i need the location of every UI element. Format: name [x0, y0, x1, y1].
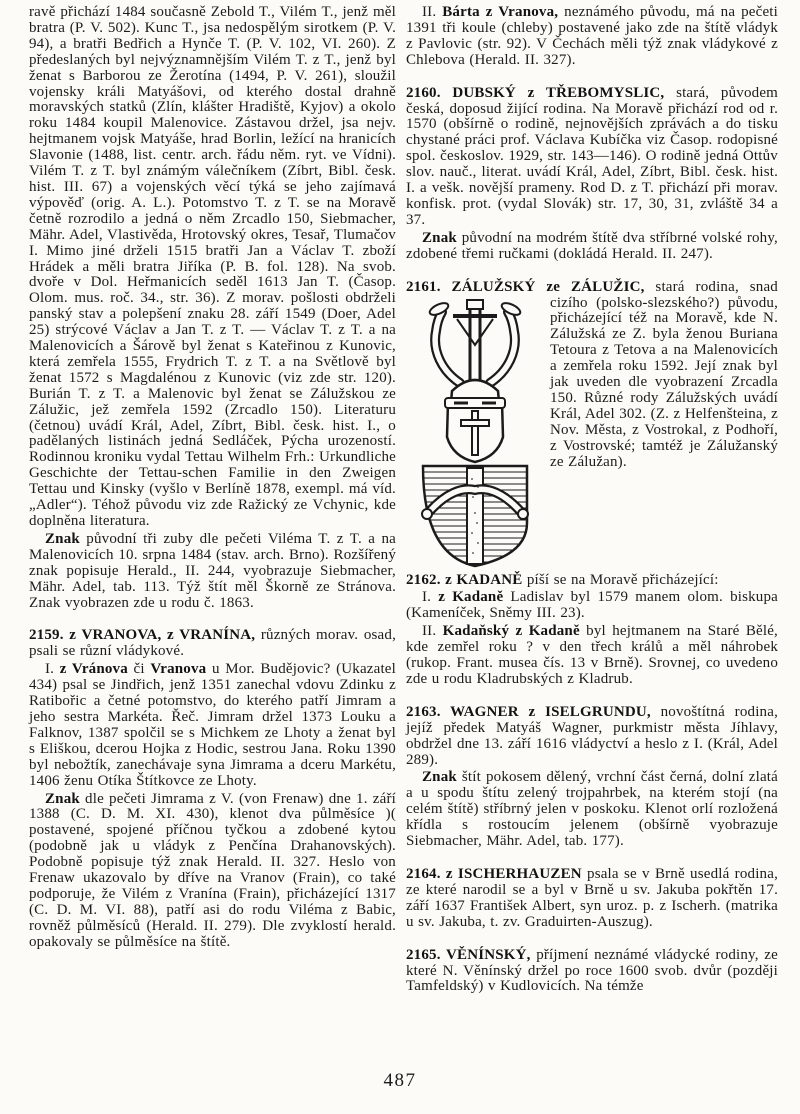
text-run: dle pečeti Jimrama z V. (von Frenaw) dne 1. září 1388 (C. D. M. XI. 430), klenot dva půlměsíce )( postavené, spojené příčnou tyčkou a zdobené kytou (podobně jak u vládyk z Penčína Drahanovských). Podobně popisuje týž znak Herald. II. 327. Heslo von Frenaw ukazovalo by dříve na Vranov (Frain), co také podporuje, že Vilém z Vranína (Frain), přicházející 1317 (C. D. M. VI. 88), patří asi do rodu Viléma z Babic, rovněž půlměsíců (Herald. II. 279). Dle zvyklostí herald. opakovaly se půlměsíce na štítě.: [29, 790, 396, 950]
arms-helm: [445, 380, 505, 462]
text-run: Ladislav byl 1579 manem olom. biskupa (Kameníček, Sněmy III. 23).: [406, 589, 779, 622]
text-line-block: [406, 705, 778, 769]
paragraph: [406, 624, 778, 688]
text-run: ravě přichází 1484 současně Zebold T., Vilém T., jenž měl bratra (P. V. 502). Kunc T., jsa nedospělým sirotkem (P. V. 94), a bratři Bedřich a Hynče T. (P. V. 102, VI. 260). Z předeslaných byl nejvýznamnějším Vilém T. z T., jenž byl ženat s Barborou ze Žerotína (1494, P. V. 261), sloužil vojensky králi Matyášovi, od kterého dostal drahně moravských statků (Zlín, klášter Hradiště, Kyjov) a okolo roku 1484 koupil Malenovice. Zástavou držel, jsa nejv. hejtmanem vojsk Matyáše, hrad Borlin, ležící na hranicích Slavonie (1488, list. centr. arch. řádu něm. ryt. ve Vídni). Vilém T. z T. byl známým válečníkem (Zíbrt, Bibl. česk. hist. III. 67) a vojenských věcí týká se jeho zajímavá výpověď (orig. A. L.). Potomstvo T. z T. se na Moravě četně rozrodilo a jedná o něm Zrcadlo 150, Siebmacher, Mähr. Adel, Vlastivěda, Hrotovský okres, Tesař, Tlumačov I. Mimo jiné drželi 1515 bratři Jan a Václav T. zboží Hrádek a měli bratra Jiříka (P. B. fol. 128). Na svob. dvoře v Dol. Heřmanicích seděl 1613 Jan T. (Časop. Olom. mus. roč. 34., str. 36). Z morav. pošlosti obdrželi panský stav a polepšení znaku 28. září 1549 (Doer, Adel 25) strýcové Václav a Jan T. z T. — Václav T. z T. a na Malenovicích a Šárově byl ženat s Kateřinou z Kunovic, která zemřela 1555, Frydrich T. z T. a na Světlově byl ženat 1572 s Magdalénou z Kunovic (viz zde str. 120). Burián T. z T. a Malenovic byl ženat se Zálužskou ze Zálužic, jež zemřela 1592 (Zrcadlo 150). Literaturu (četnou) uvádí Král, Adel, Zíbrt, Bibl. česk. hist. I., o padělaných listinách jedná Sedláček, Pýcha urozeností. Rodinnou kroniku vydal Tettau Wilhelm Frh.: Urkundliche Geschichte der Tettau-schen Familie in den Zweigen Tettau und Kinsky (vyšlo v Berlíně 1878, exempl. má víd. „Adler“). Téhož původu viz zde Ražický ze Vchynic, kde doplněna literatura.: [29, 4, 396, 529]
text-run: byl hejtmanem na Staré Bělé, kde zemřel roku ? v den třech králů a měl náhrobek (rukop. Frant. musea čís. 13 v Brně). Srovnej, co uvedeno zde u rodu Kladrubských z Kladrub.: [406, 623, 778, 687]
text-line-block: [29, 5, 396, 530]
page-number: 487: [383, 1070, 417, 1091]
bold-text-run: z Vránova: [59, 661, 128, 678]
text-line-block: [406, 573, 778, 589]
text-run: různých morav. osad, psali se různí vládykové.: [29, 627, 396, 660]
bold-text-run: Znak: [45, 790, 80, 807]
lexicon-entry: [29, 628, 396, 660]
text-line-block: [406, 590, 778, 622]
bold-text-run: 2163. WAGNER z ISELGRUNDU,: [406, 703, 651, 720]
bold-text-run: z Kadaně: [438, 589, 504, 606]
bold-text-run: Znak: [422, 229, 457, 246]
bold-text-run: 2160. DUBSKÝ z TŘEBOMYSLIC,: [406, 84, 665, 101]
text-run: stará, původem česká, doposud žijící rodina. Na Moravě přichází rod od r. 1570 (obšírně o rodině, nejnovějších zprávách a do tisku chystané práci prof. Václava Kubíčka viz Časop. rodopisné spol. českoslov. 1929, str. 143—146). O rodině jedná Ottův slov. nauč., literat. uvádí Král, Adel, Zíbrt, Bibl. česk. hist. I. a vešk. novější prameny. Rod D. z T. přichází při morav. konfisk. prot. (vydal Slovák) str. 17, 30, 31, zvláště 34 a 37.: [406, 84, 778, 228]
bold-text-run: Znak: [45, 530, 80, 547]
paragraph: [29, 5, 396, 530]
paragraph: [29, 662, 396, 789]
text-run: psala se v Brně usedlá rodina, ze které narodil se a byl v Brně u sv. Jakuba pokřtěn 17. září 1637 František Albert, syn uroz. p. z Ischerh. (matrika u sv. Jakuba, t. zv. Graduirten-Auszug).: [406, 866, 778, 930]
text-line-block: [29, 792, 396, 951]
coat-of-arms-drawing: [412, 299, 538, 571]
zaluzsky-coat-of-arms-illustration: [412, 299, 538, 571]
paragraph: [29, 532, 396, 612]
arms-shield: [422, 466, 528, 566]
entry-body: [406, 296, 778, 471]
text-run: píší se na Moravě přicházející:: [522, 571, 719, 588]
text-run: původní na modrém štítě dva stříbrné volské rohy, zdobené třemi ručkami (dokládá Herald. II. 247).: [406, 229, 778, 262]
paragraph: [406, 5, 778, 69]
bold-text-run: 2165. VĚNÍNSKÝ,: [406, 946, 531, 963]
text-line-block: [406, 624, 778, 688]
lexicon-entry: [406, 573, 778, 589]
entry-heading-line: [406, 280, 778, 296]
text-run: neznámého původu, má na pečeti 1391 tři koule (chleby) postavené jako zde na štítě vládyk z Pavlovic (str. 92). V Čechách měli týž znak vládykové z Chlebova (Herald. II. 327).: [406, 4, 778, 68]
text-line-block: [406, 5, 778, 69]
paragraph: [29, 792, 396, 951]
text-run: původní tři zuby dle pečeti Viléma T. z T. a na Malenovicích 10. srpna 1484 (stav. arch. Brno). Rozšířený znak popisuje Herald., II. 244, vyobrazuje Siebmacher, Mähr. Adel, tab. 113. Týž štít měl Škorně ze Stránova. Znak vyobrazen zde u rodu č. 1863.: [29, 530, 396, 611]
bold-text-run: 2159. z VRANOVA, z VRANÍNA,: [29, 627, 256, 644]
text-run: u Mor. Budějovic? (Ukazatel 434) psal se Jindřich, jenž 1351 zanechal vdovu Zdinku z Ratibořic a četné potomstvo, do kterého patří Jimram a jeho sestra Markéta. Řeč. Jimram držel 1373 Louku a Falknov, 1387 spolčil se s Michkem ze Lhoty a ženat byl s Eliškou, dcerou Hojka z Hodic, sestrou Jana. Roku 1390 byl nebožtík, zanechávaje syna Jimrama a dceru Markétu, 1406 ženu Otíka Štítkovce ze Lhoty.: [29, 661, 396, 789]
text-line-block: [406, 231, 778, 263]
text-run: II.: [422, 4, 443, 20]
text-run: či: [127, 661, 151, 678]
left-column: [29, 5, 396, 995]
text-run: I.: [422, 589, 439, 606]
bold-text-run: 2164. z ISCHERHAUZEN: [406, 866, 582, 882]
text-line-block: [406, 770, 778, 850]
text-run: stará rodina, snad: [644, 278, 778, 295]
text-line-block: [406, 948, 778, 996]
text-line-block: [29, 662, 396, 789]
text-run: novoštítná rodina, jejíž předek Matyáš Wagner, purkmistr města Jíhlavy, obdržel dne 13. září 1616 vládyctví a heslo z I. (Král, Adel 289).: [406, 703, 778, 768]
bold-text-run: Znak: [422, 769, 457, 786]
right-column: [406, 5, 778, 995]
bold-text-run: Vranova: [150, 661, 207, 678]
text-line-block: [29, 628, 396, 660]
text-run: I.: [45, 661, 60, 678]
lexicon-entry: [406, 86, 778, 229]
text-run: cizího (polsko-slezského?) původu, přicházející též na Moravě, kde N. Zálužská ze Z. byla ženou Buriana Tetoura z Tetova a na Malenovicích a zemřela roku 1592. Její znak byl jak uveden dle vyobrazení Zrcadla 150. Různé rody Zálužských uvádí Král, Adel 302. (Z. z Helfenšteina, z Nov. Města, z Vostrokal, z Podhoří, z Vostrovské; tamtéž je Zálužanský ze Zálužan).: [550, 294, 778, 470]
text-line-block: [406, 86, 778, 229]
text-run: II.: [422, 623, 443, 640]
lexicon-entry: [406, 280, 778, 471]
text-line-block: [29, 532, 396, 612]
lexicon-entry: [406, 948, 778, 996]
text-line-block: [406, 867, 778, 931]
paragraph: [406, 770, 778, 850]
arms-crest: [428, 300, 522, 383]
bold-text-run: 2162. z KADANĚ: [406, 571, 523, 588]
lexicon-entry: [406, 705, 778, 769]
bold-text-run: Bárta z Vranova,: [442, 4, 559, 20]
bold-text-run: 2161. ZÁLUŽSKÝ ze ZÁLUŽIC,: [406, 278, 645, 295]
bold-text-run: Kadaňský z Kadaně: [442, 623, 580, 640]
text-run: příjmení neznámé vládycké rodiny, ze které N. Věnínský držel po roce 1600 svob. dvůr (později Tamfeldský) v Kudlovicích. Na témže: [406, 946, 778, 995]
lexicon-entry: [406, 867, 778, 931]
text-run: štít pokosem dělený, vrchní část černá, dolní zlatá a u spodu štítu zelený trojpahrbek, na kterém stojí (na celém štítě) stříbrný jelen v poskoku. Klenot orlí rozložená křídla s rostoucím jelenem (obšírně vyobrazuje Siebmacher, Mähr. Adel, tab. 177).: [406, 769, 778, 850]
paragraph: [406, 590, 778, 622]
paragraph: [406, 231, 778, 263]
